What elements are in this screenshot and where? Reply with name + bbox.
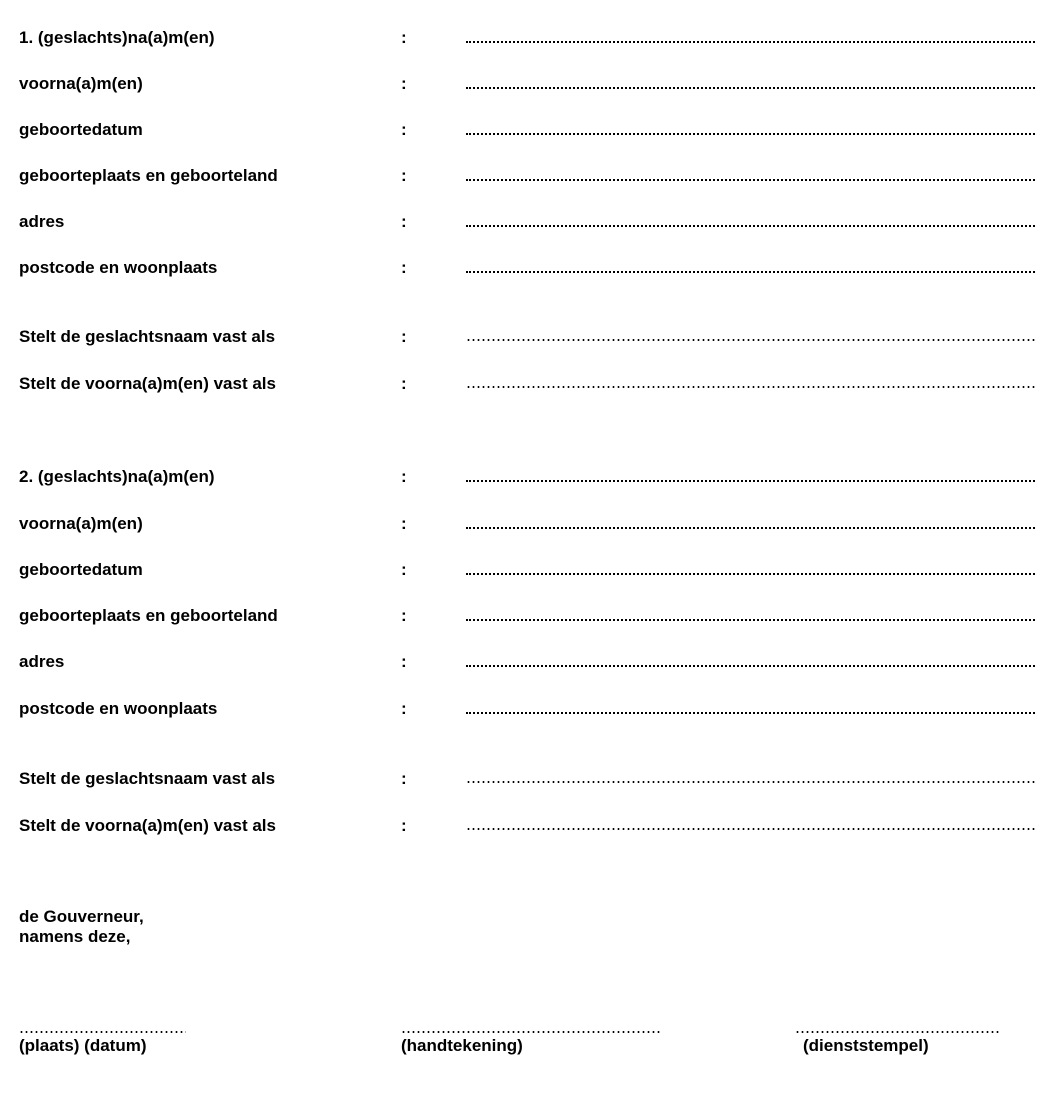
field-label: postcode en woonplaats [19,699,218,718]
colon: : [401,212,407,231]
fill-in-line[interactable] [466,271,1035,273]
colon: : [401,769,407,788]
field-label: voorna(a)m(en) [19,74,143,93]
signatory-title: de Gouverneur, [19,907,144,926]
field-label: 2. (geslachts)na(a)m(en) [19,467,215,486]
colon: : [401,28,407,47]
colon: : [401,74,407,93]
fill-in-line[interactable] [466,527,1035,529]
colon: : [401,327,407,346]
colon: : [401,374,407,393]
fill-in-line[interactable] [466,87,1035,89]
fill-in-line[interactable] [466,225,1035,227]
fill-in-line[interactable] [466,133,1035,135]
fill-in-line[interactable] [466,665,1035,667]
field-label: adres [19,652,65,671]
form-row-p2-postcode [0,697,1063,721]
field-label: 1. (geslachts)na(a)m(en) [19,28,215,47]
signatory-on-behalf: namens deze, [19,927,131,946]
form-row-p1-vast-surname [0,325,1063,349]
colon: : [401,560,407,579]
form-row-p2-firstnames [0,512,1063,536]
field-label: postcode en woonplaats [19,258,218,277]
dienststempel-caption: (dienststempel) [803,1036,929,1055]
form-row-p1-surname [0,26,1063,50]
fill-in-line[interactable] [466,712,1035,714]
signatory-block [19,907,144,947]
fill-in-line[interactable] [466,41,1035,43]
place-date-caption: (plaats) (datum) [19,1036,147,1055]
handtekening-field [401,1031,660,1056]
field-label: Stelt de geslachtsnaam vast als [19,327,276,346]
fill-in-line[interactable] [466,781,1035,783]
form-row-p1-birthdate [0,118,1063,142]
form-row-p2-vast-firstnames [0,814,1063,838]
field-label: Stelt de voorna(a)m(en) vast als [19,374,276,393]
colon: : [401,258,407,277]
field-label: geboorteplaats en geboorteland [19,166,278,185]
form-row-p1-birthplace [0,164,1063,188]
colon: : [401,606,407,625]
colon: : [401,514,407,533]
form-row-p1-postcode [0,256,1063,280]
form-row-p2-birthplace [0,604,1063,628]
field-label: Stelt de geslachtsnaam vast als [19,769,276,788]
form-row-p1-firstnames [0,72,1063,96]
fill-in-line[interactable] [19,1031,186,1033]
field-label: voorna(a)m(en) [19,514,143,533]
colon: : [401,120,407,139]
form-row-p1-vast-firstnames [0,372,1063,396]
form-row-p2-surname [0,465,1063,489]
colon: : [401,652,407,671]
fill-in-line[interactable] [466,386,1035,388]
fill-in-line[interactable] [466,179,1035,181]
colon: : [401,467,407,486]
handtekening-caption: (handtekening) [401,1036,523,1055]
fill-in-line[interactable] [466,480,1035,482]
form-row-p1-address [0,210,1063,234]
fill-in-line[interactable] [466,339,1035,341]
field-label: geboortedatum [19,560,143,579]
form-row-p2-address [0,650,1063,674]
colon: : [401,816,407,835]
fill-in-line[interactable] [466,619,1035,621]
fill-in-line[interactable] [401,1031,660,1033]
form-row-p2-vast-surname [0,767,1063,791]
field-label: geboortedatum [19,120,143,139]
field-label: Stelt de voorna(a)m(en) vast als [19,816,276,835]
field-label: geboorteplaats en geboorteland [19,606,278,625]
field-label: adres [19,212,65,231]
fill-in-line[interactable] [795,1031,1001,1033]
place-date-field [19,1031,186,1056]
fill-in-line[interactable] [466,573,1035,575]
dienststempel-field [795,1031,1001,1056]
colon: : [401,166,407,185]
fill-in-line[interactable] [466,828,1035,830]
colon: : [401,699,407,718]
form-row-p2-birthdate [0,558,1063,582]
